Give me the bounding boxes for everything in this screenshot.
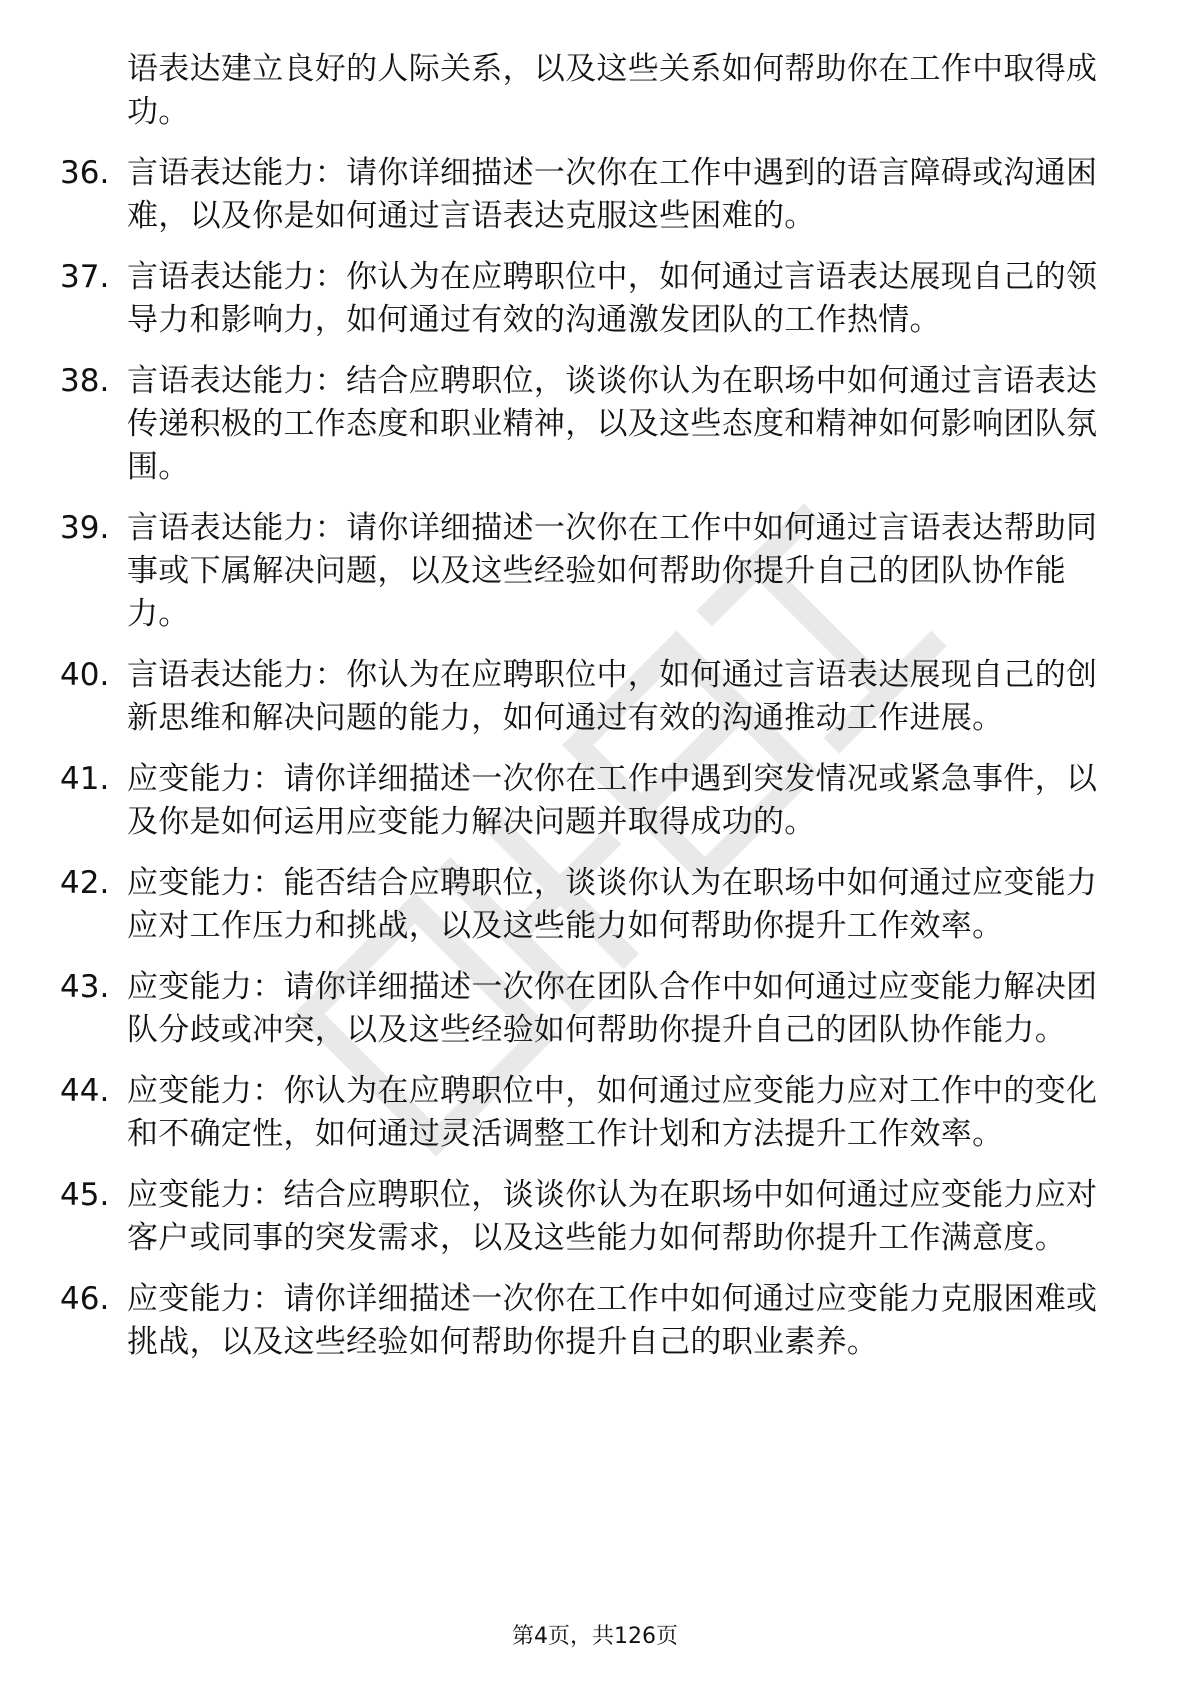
item-text: 言语表达能力：请你详细描述一次你在工作中如何通过言语表达帮助同事或下属解决问题，以及这些经验如何帮助你提升自己的团队协作能力。 <box>127 510 1098 632</box>
list-item <box>60 507 1110 636</box>
list-item <box>60 966 1110 1052</box>
item-text: 应变能力：请你详细描述一次你在团队合作中如何通过应变能力解决团队分歧或冲突，以及这些经验如何帮助你提升自己的团队协作能力。 <box>127 969 1098 1048</box>
item-number: 38. <box>60 363 110 399</box>
list-item <box>60 152 1110 238</box>
list-item <box>60 48 1110 134</box>
item-text: 言语表达能力：你认为在应聘职位中，如何通过言语表达展现自己的创新思维和解决问题的能力，如何通过有效的沟通推动工作进展。 <box>127 657 1098 736</box>
list-item <box>60 360 1110 489</box>
page-number: 第4页，共126页 <box>512 1624 678 1649</box>
list-item <box>60 758 1110 844</box>
item-number: 46. <box>60 1281 110 1317</box>
list-item <box>60 862 1110 948</box>
item-text: 应变能力：结合应聘职位，谈谈你认为在职场中如何通过应变能力应对客户或同事的突发需求，以及这些能力如何帮助你提升工作满意度。 <box>127 1177 1098 1256</box>
item-text: 言语表达能力：你认为在应聘职位中，如何通过言语表达展现自己的领导力和影响力，如何通过有效的沟通激发团队的工作热情。 <box>127 259 1098 338</box>
item-text: 言语表达能力：请你详细描述一次你在工作中遇到的语言障碍或沟通困难，以及你是如何通过言语表达克服这些困难的。 <box>127 155 1098 234</box>
item-number: 37. <box>60 259 110 295</box>
list-item <box>60 256 1110 342</box>
item-number: 45. <box>60 1177 110 1213</box>
item-text: 应变能力：请你详细描述一次你在工作中遇到突发情况或紧急事件，以及你是如何运用应变能力解决问题并取得成功的。 <box>127 761 1098 840</box>
item-text: 应变能力：你认为在应聘职位中，如何通过应变能力应对工作中的变化和不确定性，如何通过灵活调整工作计划和方法提升工作效率。 <box>127 1073 1098 1152</box>
item-text: 应变能力：能否结合应聘职位，谈谈你认为在职场中如何通过应变能力应对工作压力和挑战，以及这些能力如何帮助你提升工作效率。 <box>127 865 1098 944</box>
item-number: 41. <box>60 761 110 797</box>
item-text: 言语表达能力：结合应聘职位，谈谈你认为在职场中如何通过言语表达传递积极的工作态度和职业精神，以及这些态度和精神如何影响团队氛围。 <box>127 363 1098 485</box>
item-text: 语表达建立良好的人际关系，以及这些关系如何帮助你在工作中取得成功。 <box>127 51 1098 130</box>
list-item <box>60 1070 1110 1156</box>
item-text: 应变能力：请你详细描述一次你在工作中如何通过应变能力克服困难或挑战，以及这些经验如何帮助你提升自己的职业素养。 <box>127 1281 1098 1360</box>
item-number: 43. <box>60 969 110 1005</box>
question-list <box>60 48 1110 1382</box>
item-number: 36. <box>60 155 110 191</box>
item-number: 44. <box>60 1073 110 1109</box>
list-item <box>60 654 1110 740</box>
list-item <box>60 1278 1110 1364</box>
item-number: 40. <box>60 657 110 693</box>
item-number: 42. <box>60 865 110 901</box>
list-item <box>60 1174 1110 1260</box>
item-number: 39. <box>60 510 110 546</box>
